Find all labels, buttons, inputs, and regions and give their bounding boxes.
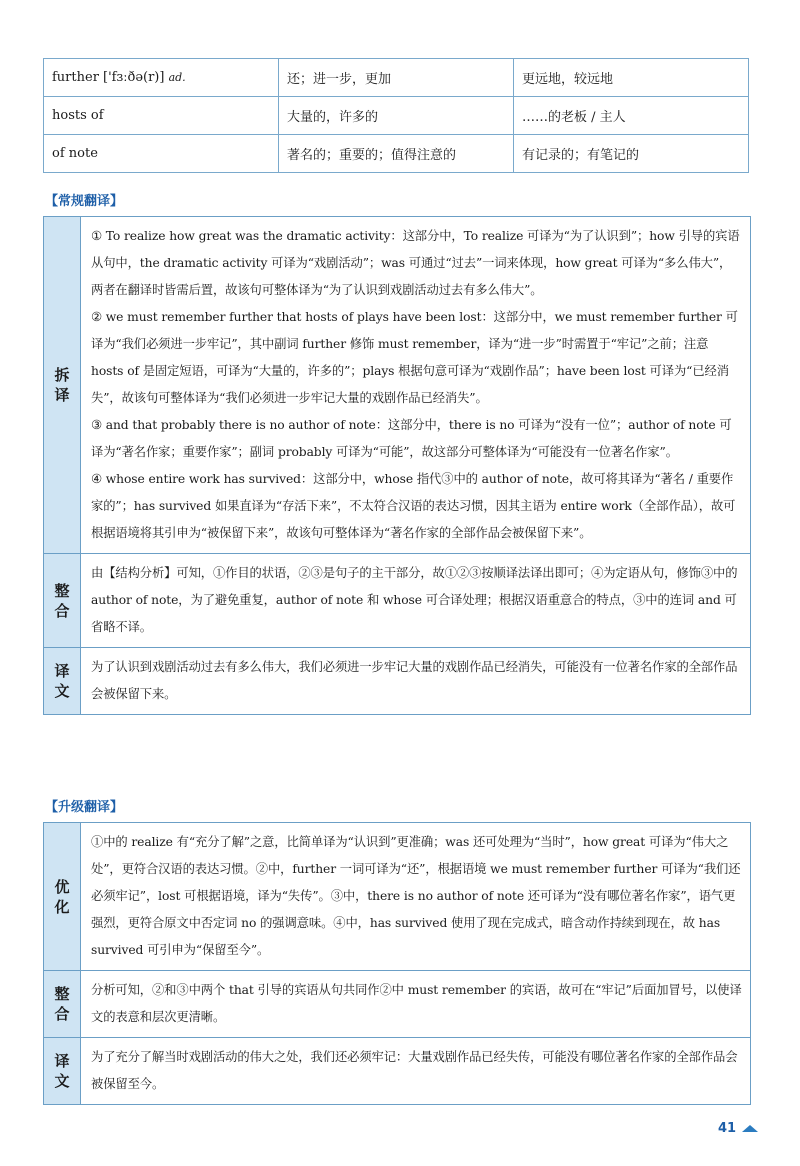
vocab-meaning-2: ……的老板 / 主人 [514,97,749,135]
row-label-split: 拆 译 [44,217,81,553]
translation-row [44,647,750,714]
translation-row [44,1037,750,1104]
part-of-speech: ad. [168,71,186,84]
table-row [44,135,749,173]
vocab-word: of note [44,135,279,173]
vocab-meaning-1: 大量的，许多的 [279,97,514,135]
vocab-word: hosts of [44,97,279,135]
regular-translation-panel [43,216,751,715]
optimization-row [44,823,750,970]
row-label-optimize: 优 化 [44,823,81,970]
translation-content: 为了充分了解当时戏剧活动的伟大之处，我们还必须牢记：大量戏剧作品已经失传，可能没有哪位著名作家的全部作品会被保留至今。 [91,1050,738,1091]
integration-row [44,553,750,647]
section-title-upgraded: 【升级翻译】 [45,800,124,815]
vocab-table [43,58,749,173]
integration-row [44,970,750,1037]
split-translation-row [44,217,750,553]
section-title-regular: 【常规翻译】 [45,194,124,209]
vocab-meaning-2: 有记录的；有笔记的 [514,135,749,173]
table-row [44,97,749,135]
upgraded-translation-panel [43,822,751,1105]
integration-content: 由【结构分析】可知，①作目的状语，②③是句子的主干部分，故①②③按顺译法译出即可；④为定语从句，修饰③中的 author of note，为了避免重复，author of note 和 whose 可合译处理；根据汉语重意合的特点，③中的连词 and 可省略不译。 [91,566,738,634]
row-label-integrate: 整 合 [44,554,81,647]
table-row [44,59,749,97]
integration-content: 分析可知，②和③中两个 that 引导的宾语从句共同作②中 must remember 的宾语，故可在“牢记”后面加冒号，以使译文的表意和层次更清晰。 [91,983,742,1024]
page-number: 41 [718,1121,737,1136]
split-translation-content [81,217,750,553]
analysis-paragraph-1: ① To realize how great was the dramatic activity：这部分中，To realize 可译为“为了认识到”；how 引导的宾语从句中，the dramatic activity 可译为“戏剧活动”；was 可通过“过去”一词来体现，how great 可译为“多么伟大”，两者在翻译时皆需后置，故该句可整体译为“为了认识到戏剧活动过去有多么伟大”。 [91,229,740,297]
graduation-cap-icon [742,1125,758,1132]
vocab-meaning-1: 还；进一步，更加 [279,59,514,97]
row-label-translation: 译 文 [44,648,81,714]
vocab-word: further ['fɜːðə(r)] ad. [44,59,279,97]
analysis-paragraph-2: ② we must remember further that hosts of plays have been lost：这部分中，we must remember further 可译为“我们必须进一步牢记”，其中副词 further 修饰 must remember，译为“进一步”时需置于“牢记”之前；注意 hosts of 是固定短语，可译为“大量的，许多的”；plays 根据句意可译为“戏剧作品”；have been lost 可译为“已经消失”，故该句可整体译为“我们必须进一步牢记大量的戏剧作品已经消失”。 [91,310,738,405]
analysis-paragraph-3: ③ and that probably there is no author of note：这部分中，there is no 可译为“没有一位”；author of note 可译为“著名作家；重要作家”；副词 probably 可译为“可能”，故这部分可整体译为“可能没有一位著名作家”。 [91,418,732,459]
vocab-meaning-1: 著名的；重要的；值得注意的 [279,135,514,173]
optimization-content: ①中的 realize 有“充分了解”之意，比简单译为“认识到”更准确；was 还可处理为“当时”，how great 可译为“伟大之处”，更符合汉语的表达习惯。②中，further 一词可译为“还”，根据语境 we must remember further 可译为“我们还必须牢记”，lost 可根据语境，译为“失传”。③中，there is no author of note 还可译为“没有哪位著名作家”，语气更强烈，更符合原文中否定词 no 的强调意味。④中，has survived 使用了现在完成式，暗含动作持续到现在，故 has survived 可引申为“保留至今”。 [91,835,741,957]
analysis-paragraph-4: ④ whose entire work has survived：这部分中，whose 指代③中的 author of note，故可将其译为“著名 / 重要作家的”；has survived 如果直译为“存活下来”，不太符合汉语的表达习惯，因其主语为 entire work（全部作品），故可根据语境将其引申为“被保留下来”，故该句可整体译为“著名作家的全部作品会被保留下来”。 [91,472,736,540]
row-label-translation: 译 文 [44,1038,81,1104]
row-label-integrate: 整 合 [44,971,81,1037]
vocab-meaning-2: 更远地，较远地 [514,59,749,97]
translation-content: 为了认识到戏剧活动过去有多么伟大，我们必须进一步牢记大量的戏剧作品已经消失，可能没有一位著名作家的全部作品会被保留下来。 [91,660,738,701]
